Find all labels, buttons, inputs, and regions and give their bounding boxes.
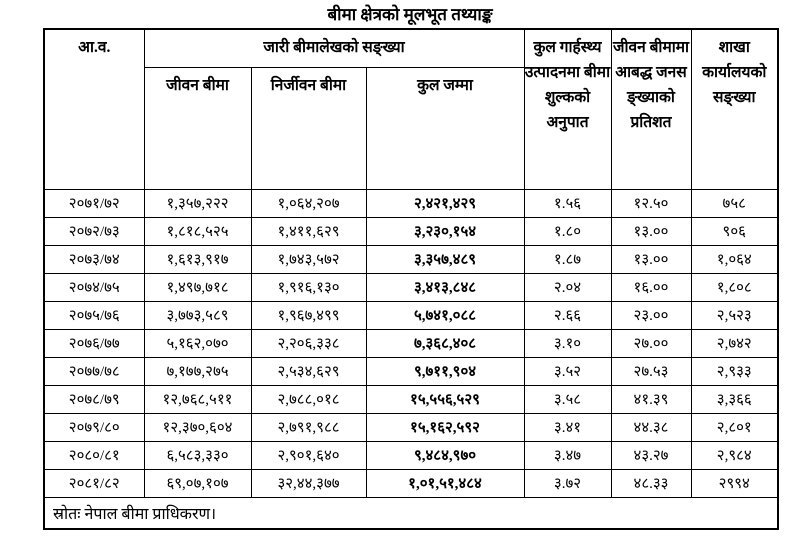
branches-cell: २,९८४: [691, 441, 778, 469]
table-row: [44, 441, 778, 469]
insurance-statistics-table: [43, 28, 779, 530]
table-body: [44, 189, 778, 529]
branches-cell: ३,३६६: [691, 385, 778, 413]
table-row: [44, 329, 778, 357]
fiscal-year-cell: २०७५/७६: [44, 301, 144, 329]
fiscal-year-cell: २०७९/८०: [44, 413, 144, 441]
fiscal-year-cell: २०७४/७५: [44, 273, 144, 301]
gdp-ratio-cell: २.६६: [524, 301, 611, 329]
nonlife-policies-cell: २,७८८,०१८: [251, 385, 366, 413]
gdp-ratio-cell: ३.७२: [524, 469, 611, 497]
life-policies-cell: १,३५७,२२२: [144, 189, 251, 217]
table-row: [44, 217, 778, 245]
coverage-pct-cell: १२.५०: [611, 189, 691, 217]
branches-cell: २,८०१: [691, 413, 778, 441]
gdp-ratio-cell: १.५६: [524, 189, 611, 217]
table-row: [44, 357, 778, 385]
branches-cell: ९०६: [691, 217, 778, 245]
nonlife-policies-cell: २,९०१,६४०: [251, 441, 366, 469]
gdp-ratio-cell: ३.५२: [524, 357, 611, 385]
fiscal-year-cell: २०८१/८२: [44, 469, 144, 497]
fiscal-year-cell: २०७२/७३: [44, 217, 144, 245]
table-row: [44, 385, 778, 413]
total-policies-cell: ५,७४१,०८८: [366, 301, 524, 329]
coverage-pct-cell: ४३.२७: [611, 441, 691, 469]
source-note: स्रोतः नेपाल बीमा प्राधिकरण।: [44, 497, 778, 529]
nonlife-policies-cell: १,४११,६२९: [251, 217, 366, 245]
total-policies-cell: १५,१६२,५९२: [366, 413, 524, 441]
fiscal-year-cell: २०८०/८१: [44, 441, 144, 469]
gdp-ratio-cell: ३.४१: [524, 413, 611, 441]
total-policies-cell: ७,३६८,४०८: [366, 329, 524, 357]
branches-cell: २,९३३: [691, 357, 778, 385]
fiscal-year-cell: २०७८/७९: [44, 385, 144, 413]
fiscal-year-cell: २०७३/७४: [44, 245, 144, 273]
total-policies-cell: २,४२१,४२९: [366, 189, 524, 217]
life-policies-cell: १२,७६८,५११: [144, 385, 251, 413]
coverage-pct-cell: ४४.३८: [611, 413, 691, 441]
life-policies-cell: १,४९७,७१८: [144, 273, 251, 301]
coverage-pct-cell: २७.००: [611, 329, 691, 357]
gdp-ratio-cell: ३.४७: [524, 441, 611, 469]
nonlife-policies-cell: १,०६४,२०७: [251, 189, 366, 217]
header-issued-policies-group: जारी बीमालेखको सङ्ख्या: [144, 29, 524, 67]
source-row: [44, 497, 778, 529]
header-life-insured-population-pct: जीवन बीमामा आबद्ध जनस ङ्ख्याको प्रतिशत: [611, 29, 691, 189]
header-branch-offices: शाखा कार्यालयको सङ्ख्या: [691, 29, 778, 189]
life-policies-cell: ६,५८३,३३०: [144, 441, 251, 469]
nonlife-policies-cell: १,९६७,४९९: [251, 301, 366, 329]
header-fiscal-year: आ.व.: [44, 29, 144, 189]
branches-cell: १,०६४: [691, 245, 778, 273]
life-policies-cell: ७,१७७,२७५: [144, 357, 251, 385]
coverage-pct-cell: ४८.३३: [611, 469, 691, 497]
nonlife-policies-cell: १,९१६,१३०: [251, 273, 366, 301]
fiscal-year-cell: २०७७/७८: [44, 357, 144, 385]
gdp-ratio-cell: ३.१०: [524, 329, 611, 357]
life-policies-cell: ३,७७३,५८९: [144, 301, 251, 329]
total-policies-cell: ३,४१३,८४८: [366, 273, 524, 301]
header-grand-total: कुल जम्मा: [366, 67, 524, 189]
coverage-pct-cell: ४१.३९: [611, 385, 691, 413]
fiscal-year-cell: २०७१/७२: [44, 189, 144, 217]
total-policies-cell: ९,७११,९०४: [366, 357, 524, 385]
coverage-pct-cell: १३.००: [611, 217, 691, 245]
branches-cell: २,७४२: [691, 329, 778, 357]
table-row: [44, 413, 778, 441]
table-row: [44, 301, 778, 329]
gdp-ratio-cell: १.८०: [524, 217, 611, 245]
branches-cell: २,५२३: [691, 301, 778, 329]
gdp-ratio-cell: ३.५८: [524, 385, 611, 413]
branches-cell: २९९४: [691, 469, 778, 497]
table-row: [44, 245, 778, 273]
total-policies-cell: ९,४८४,९७०: [366, 441, 524, 469]
nonlife-policies-cell: १,७४३,५७२: [251, 245, 366, 273]
page-title: बीमा क्षेत्रको मूलभूत तथ्याङ्क: [327, 5, 493, 24]
header-row-top: [44, 29, 778, 67]
life-policies-cell: १,६१३,९१७: [144, 245, 251, 273]
life-policies-cell: ५,१६२,०७०: [144, 329, 251, 357]
total-policies-cell: १५,५५६,५२९: [366, 385, 524, 413]
life-policies-cell: १२,३७०,६०४: [144, 413, 251, 441]
header-premium-gdp-ratio: कुल गार्हस्थ्य उत्पादनमा बीमा शुल्कको अनुपात: [524, 29, 611, 189]
life-policies-cell: १,८१८,५२५: [144, 217, 251, 245]
nonlife-policies-cell: २,५३४,६२९: [251, 357, 366, 385]
coverage-pct-cell: १६.००: [611, 273, 691, 301]
header-nonlife-insurance: निर्जीवन बीमा: [251, 67, 366, 189]
table-header: [44, 29, 778, 189]
coverage-pct-cell: २३.००: [611, 301, 691, 329]
nonlife-policies-cell: २,२०६,३३८: [251, 329, 366, 357]
header-life-insurance: जीवन बीमा: [144, 67, 251, 189]
total-policies-cell: ३,३५७,४८९: [366, 245, 524, 273]
gdp-ratio-cell: २.०४: [524, 273, 611, 301]
table-row: [44, 273, 778, 301]
coverage-pct-cell: २७.५३: [611, 357, 691, 385]
gdp-ratio-cell: १.८७: [524, 245, 611, 273]
table-row: [44, 189, 778, 217]
coverage-pct-cell: १३.००: [611, 245, 691, 273]
nonlife-policies-cell: २,७९१,९८८: [251, 413, 366, 441]
branches-cell: १,८०८: [691, 273, 778, 301]
total-policies-cell: ३,२३०,१५४: [366, 217, 524, 245]
fiscal-year-cell: २०७६/७७: [44, 329, 144, 357]
nonlife-policies-cell: ३२,४४,३७७: [251, 469, 366, 497]
table-row: [44, 469, 778, 497]
total-policies-cell: १,०१,५१,४८४: [366, 469, 524, 497]
life-policies-cell: ६९,०७,१०७: [144, 469, 251, 497]
branches-cell: ७५८: [691, 189, 778, 217]
